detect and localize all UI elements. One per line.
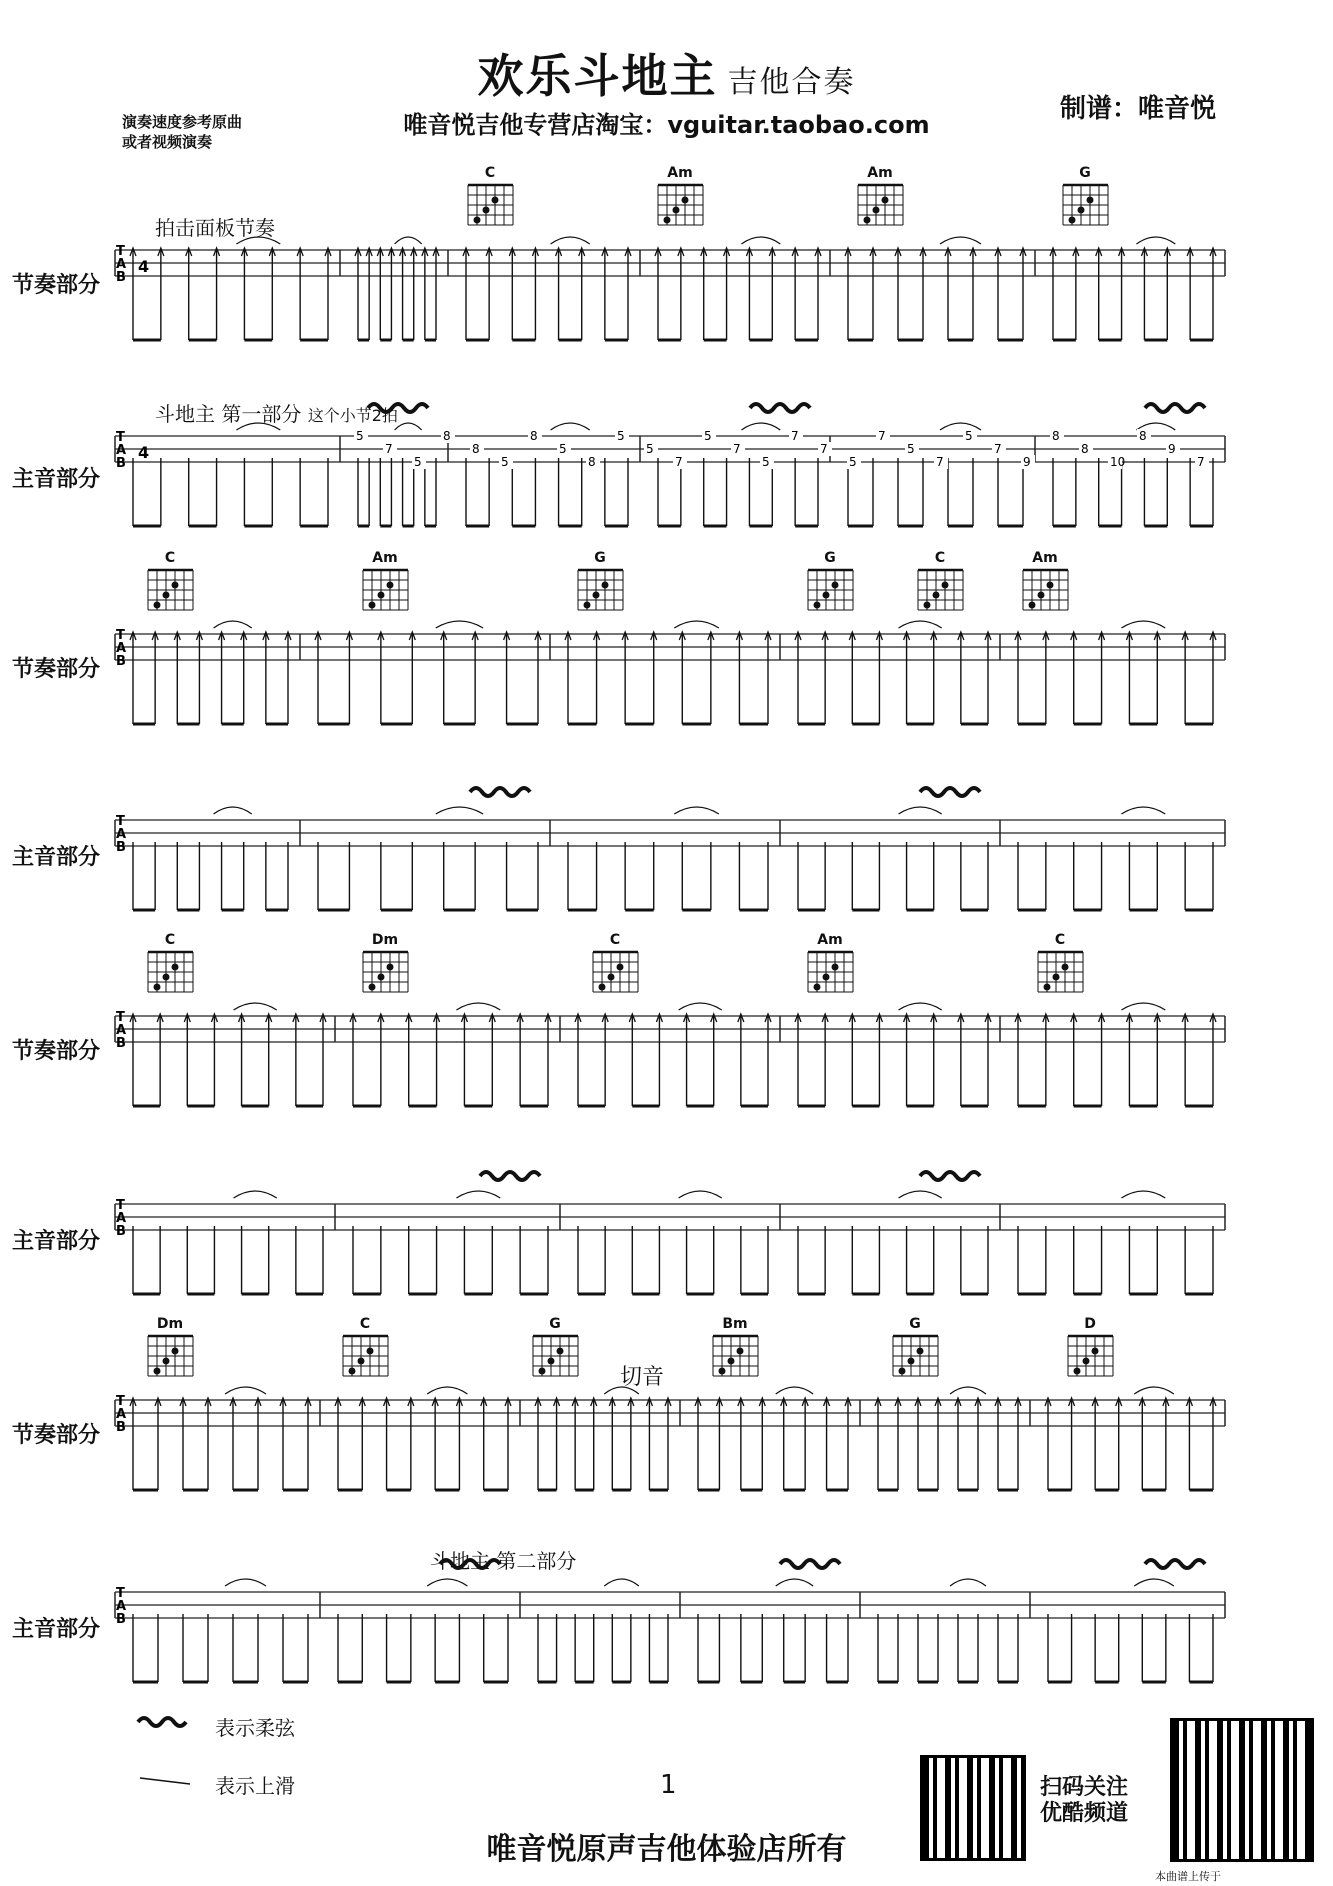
tie-arc [427, 1579, 467, 1586]
chord-name: G [1079, 165, 1091, 181]
fret-number: 5 [356, 429, 364, 443]
finger-dot [664, 217, 671, 224]
chord-name: G [549, 1316, 561, 1332]
finger-dot [593, 592, 600, 599]
title-subtitle: 吉他合奏 [727, 65, 856, 100]
finger-dot [1047, 582, 1054, 589]
chord-name: C [934, 550, 946, 566]
title-main: 欢乐斗地主 [477, 49, 718, 103]
qr-code-youku[interactable] [920, 1755, 1026, 1861]
tie-arc [1121, 621, 1165, 628]
tie-arc [1121, 1003, 1165, 1010]
finger-dot [1053, 974, 1060, 981]
finger-dot [369, 984, 376, 991]
footer-store: 唯音悦原声吉他体验店所有 [486, 1832, 847, 1867]
tab-clef-letter: A [116, 1407, 127, 1422]
fret-number: 5 [965, 429, 973, 443]
finger-dot [908, 1358, 915, 1365]
chord-name: C [1054, 932, 1066, 948]
chord-name: Am [1032, 550, 1058, 566]
finger-dot [358, 1358, 365, 1365]
tie-arc [899, 1003, 942, 1010]
legend-slide: 表示上滑 [215, 1774, 295, 1798]
fret-number: 7 [878, 429, 886, 443]
vibrato-mark [750, 404, 810, 412]
finger-dot [163, 974, 170, 981]
finger-dot [924, 602, 931, 609]
tab-clef-letter: A [116, 443, 127, 458]
tie-arc [236, 237, 280, 244]
tie-arc [436, 807, 483, 814]
finger-dot [1087, 197, 1094, 204]
tab-clef-letter: T [116, 1010, 125, 1025]
chord-name: Am [667, 165, 693, 181]
chord-name: Bm [722, 1316, 748, 1332]
tie-arc [741, 423, 780, 430]
finger-dot [1083, 1358, 1090, 1365]
chord-name: Dm [156, 1316, 184, 1332]
vibrato-mark [920, 788, 980, 796]
fret-number: 5 [646, 442, 654, 456]
tempo-line-1: 演奏速度参考原曲 [122, 113, 243, 131]
vibrato-mark [440, 1560, 500, 1568]
tie-arc [234, 1003, 277, 1010]
finger-dot [163, 1358, 170, 1365]
finger-dot [917, 1348, 924, 1355]
finger-dot [154, 984, 161, 991]
tie-arc [679, 1003, 722, 1010]
finger-dot [673, 207, 680, 214]
clap-annotation: 拍击面板节奏 [155, 216, 275, 240]
tie-arc [899, 807, 942, 814]
fret-number: 8 [1139, 429, 1147, 443]
finger-dot [474, 217, 481, 224]
chord-name: Am [372, 550, 398, 566]
finger-dot [387, 582, 394, 589]
fret-number: 8 [588, 455, 596, 469]
legend-slide-glyph [140, 1778, 190, 1784]
finger-dot [539, 1368, 546, 1375]
chord-name: C [359, 1316, 371, 1332]
rhythm-label-2: 节奏部分 [12, 657, 101, 682]
finger-dot [814, 984, 821, 991]
tab-clef-letter: B [116, 1420, 126, 1435]
finger-dot [682, 197, 689, 204]
tie-arc [1136, 237, 1175, 244]
tie-arc [456, 1003, 500, 1010]
fret-number: 7 [994, 442, 1002, 456]
fret-number: 9 [1168, 442, 1176, 456]
chord-name: G [824, 550, 836, 566]
vibrato-mark [780, 1560, 840, 1568]
finger-dot [1044, 984, 1051, 991]
tab-clef-letter: T [116, 1586, 125, 1601]
finger-dot [1038, 592, 1045, 599]
tie-arc [940, 423, 981, 430]
tie-arc [395, 423, 422, 430]
tie-arc [1134, 1387, 1174, 1394]
fret-number: 8 [530, 429, 538, 443]
tempo-line-2: 或者视频演奏 [122, 133, 213, 151]
tab-clef-letter: T [116, 430, 125, 445]
chord-name: Am [817, 932, 843, 948]
lead-label-2: 主音部分 [12, 845, 101, 870]
tab-clef-letter: T [116, 814, 125, 829]
tab-clef-letter: A [116, 257, 127, 272]
finger-dot [548, 1358, 555, 1365]
tie-arc [741, 237, 780, 244]
tab-clef-letter: B [116, 270, 126, 285]
fret-number: 5 [704, 429, 712, 443]
fret-number: 5 [617, 429, 625, 443]
finger-dot [172, 582, 179, 589]
lead-label-4: 主音部分 [12, 1617, 101, 1642]
rhythm-label-1: 节奏部分 [12, 273, 101, 298]
scan-text [1040, 1775, 1128, 1827]
finger-dot [584, 602, 591, 609]
shop-line: 唯音悦吉他专营店淘宝：vguitar.taobao.com [403, 111, 930, 139]
finger-dot [832, 964, 839, 971]
time-signature: 4 [138, 443, 150, 462]
tie-arc [940, 237, 981, 244]
finger-dot [942, 582, 949, 589]
tab-clef-letter: B [116, 456, 126, 471]
qr-code-shop[interactable] [1170, 1718, 1314, 1862]
finger-dot [599, 984, 606, 991]
finger-dot [154, 602, 161, 609]
rhythm-label-4: 节奏部分 [12, 1423, 101, 1448]
finger-dot [933, 592, 940, 599]
tab-clef-letter: T [116, 244, 125, 259]
fret-number: 7 [936, 455, 944, 469]
fret-number: 5 [907, 442, 915, 456]
finger-dot [728, 1358, 735, 1365]
tie-arc [1121, 1191, 1165, 1198]
finger-dot [823, 592, 830, 599]
tab-clef-letter: B [116, 1612, 126, 1627]
vibrato-mark [1145, 1560, 1205, 1568]
fret-number: 7 [791, 429, 799, 443]
tie-arc [899, 621, 942, 628]
scan-line-2: 优酷频道 [1040, 1801, 1129, 1826]
fret-number: 5 [849, 455, 857, 469]
tie-arc [950, 1387, 986, 1394]
tie-arc [899, 1191, 942, 1198]
fret-number: 8 [1081, 442, 1089, 456]
mute-annotation: 切音 [620, 1365, 665, 1390]
finger-dot [823, 974, 830, 981]
finger-dot [172, 964, 179, 971]
finger-dot [737, 1348, 744, 1355]
tie-arc [551, 237, 590, 244]
time-signature: 4 [138, 257, 150, 276]
fret-number: 7 [385, 442, 393, 456]
lead-label-3: 主音部分 [12, 1229, 101, 1254]
fret-number: 5 [559, 442, 567, 456]
tie-arc [214, 807, 252, 814]
tie-arc [225, 1387, 266, 1394]
tie-arc [679, 1191, 722, 1198]
tie-arc [395, 237, 422, 244]
tie-arc [236, 423, 280, 430]
tie-arc [776, 1579, 813, 1586]
tie-arc [1134, 1579, 1174, 1586]
tie-arc [1121, 807, 1165, 814]
finger-dot [492, 197, 499, 204]
vibrato-mark [470, 788, 530, 796]
finger-dot [154, 1368, 161, 1375]
page-number: 1 [660, 1770, 677, 1800]
fret-number: 8 [472, 442, 480, 456]
finger-dot [864, 217, 871, 224]
vibrato-mark [368, 404, 428, 412]
fret-number: 5 [414, 455, 422, 469]
tab-clef-letter: T [116, 1198, 125, 1213]
vibrato-mark [920, 1172, 980, 1180]
finger-dot [1062, 964, 1069, 971]
finger-dot [608, 974, 615, 981]
tie-arc [674, 807, 719, 814]
finger-dot [387, 964, 394, 971]
tie-arc [551, 423, 590, 430]
tab-clef-letter: B [116, 1224, 126, 1239]
finger-dot [483, 207, 490, 214]
finger-dot [832, 582, 839, 589]
tie-arc [604, 1579, 639, 1586]
chord-name: C [609, 932, 621, 948]
tie-arc [436, 621, 483, 628]
tie-arc [234, 1191, 277, 1198]
fret-number: 7 [820, 442, 828, 456]
vibrato-mark [480, 1172, 540, 1180]
tie-arc [950, 1579, 986, 1586]
tie-arc [674, 621, 719, 628]
tie-arc [225, 1579, 266, 1586]
finger-dot [719, 1368, 726, 1375]
fret-number: 7 [675, 455, 683, 469]
finger-dot [367, 1348, 374, 1355]
part1-note: 这个小节2拍 [307, 406, 398, 425]
chord-name: Am [867, 165, 893, 181]
tab-clef-letter: B [116, 1036, 126, 1051]
tab-clef-letter: T [116, 1394, 125, 1409]
fret-number: 7 [1197, 455, 1205, 469]
fret-number: 9 [1023, 455, 1031, 469]
part2-annotation: 斗地主 第二部分 [430, 1549, 577, 1573]
finger-dot [1092, 1348, 1099, 1355]
scan-line-1: 扫码关注 [1040, 1775, 1129, 1800]
finger-dot [378, 974, 385, 981]
tie-arc [456, 1191, 500, 1198]
tab-clef-letter: B [116, 654, 126, 669]
finger-dot [873, 207, 880, 214]
tab-clef-letter: A [116, 1211, 127, 1226]
fret-number: 7 [733, 442, 741, 456]
finger-dot [882, 197, 889, 204]
finger-dot [349, 1368, 356, 1375]
chord-name: Dm [371, 932, 399, 948]
part1-title: 斗地主 第一部分 [155, 402, 302, 426]
finger-dot [602, 582, 609, 589]
chord-name: D [1084, 1316, 1096, 1332]
chord-name: G [909, 1316, 921, 1332]
tie-arc [604, 1387, 639, 1394]
finger-dot [1078, 207, 1085, 214]
rhythm-label-3: 节奏部分 [12, 1039, 101, 1064]
chord-name: C [164, 932, 176, 948]
finger-dot [163, 592, 170, 599]
chord-name: G [594, 550, 606, 566]
finger-dot [557, 1348, 564, 1355]
finger-dot [1074, 1368, 1081, 1375]
lead-label-1: 主音部分 [12, 467, 101, 492]
tab-clef-letter: T [116, 628, 125, 643]
legend-vibrato: 表示柔弦 [215, 1716, 295, 1740]
finger-dot [617, 964, 624, 971]
tab-clef-letter: A [116, 827, 127, 842]
finger-dot [899, 1368, 906, 1375]
tab-clef-letter: A [116, 641, 127, 656]
fret-number: 5 [762, 455, 770, 469]
chord-name: C [484, 165, 496, 181]
tie-arc [214, 621, 252, 628]
tab-clef-letter: B [116, 840, 126, 855]
tab-clef-letter: A [116, 1023, 127, 1038]
tie-arc [427, 1387, 467, 1394]
transcriber-credit: 制谱：唯音悦 [1060, 94, 1217, 124]
fret-number: 8 [443, 429, 451, 443]
tie-arc [776, 1387, 813, 1394]
finger-dot [814, 602, 821, 609]
fret-number: 8 [1052, 429, 1060, 443]
finger-dot [1029, 602, 1036, 609]
vibrato-mark [1145, 404, 1205, 412]
finger-dot [369, 602, 376, 609]
uploader-note: 本曲谱上传于 [1155, 1870, 1221, 1883]
finger-dot [378, 592, 385, 599]
chord-name: C [164, 550, 176, 566]
fret-number: 5 [501, 455, 509, 469]
fret-number: 10 [1110, 455, 1126, 469]
finger-dot [1069, 217, 1076, 224]
tab-clef-letter: A [116, 1599, 127, 1614]
finger-dot [172, 1348, 179, 1355]
legend-vibrato-glyph [138, 1718, 186, 1726]
